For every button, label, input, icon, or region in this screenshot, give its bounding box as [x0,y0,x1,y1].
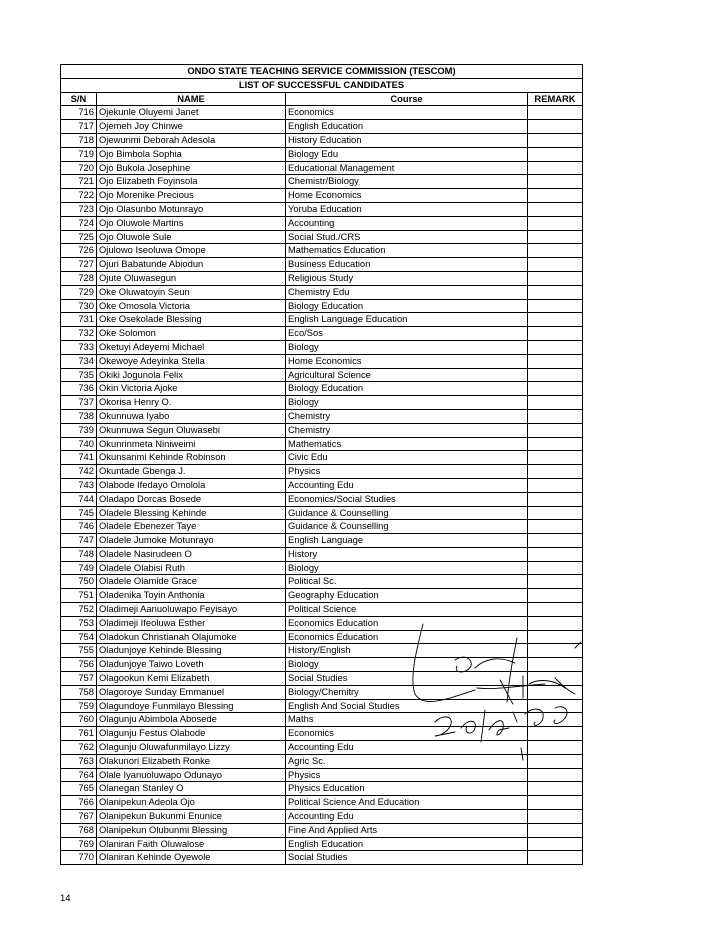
cell-course: Home Economics [286,189,528,203]
cell-name: Okunnuwa Segun Oluwasebi [97,423,286,437]
cell-course: Political Science And Education [286,796,528,810]
cell-course: Economics Education [286,616,528,630]
cell-remark [528,244,583,258]
cell-sn: 751 [61,589,97,603]
cell-name: Ojuri Babatunde Abiodun [97,258,286,272]
cell-sn: 724 [61,216,97,230]
cell-name: Oladenika Toyin Anthonia [97,589,286,603]
cell-remark [528,672,583,686]
cell-name: Oladokun Christianah Olajumoke [97,630,286,644]
cell-remark [528,216,583,230]
cell-remark [528,754,583,768]
cell-course: Social Stud./CRS [286,230,528,244]
table-row [61,589,583,603]
cell-remark [528,796,583,810]
cell-name: Ojemeh Joy Chinwe [97,120,286,134]
cell-sn: 762 [61,741,97,755]
cell-course: English Language Education [286,313,528,327]
cell-remark [528,851,583,865]
cell-name: Oladimeji Ifeoluwa Esther [97,616,286,630]
cell-sn: 758 [61,685,97,699]
cell-remark [528,768,583,782]
table-row [61,120,583,134]
cell-course: Biology [286,561,528,575]
cell-name: Ojewunmi Deborah Adesola [97,133,286,147]
table-row [61,175,583,189]
cell-course: Accounting [286,216,528,230]
table-row [61,823,583,837]
cell-sn: 757 [61,672,97,686]
cell-name: Okunnuwa Iyabo [97,409,286,423]
cell-course: Social Studies [286,851,528,865]
cell-remark [528,340,583,354]
cell-sn: 747 [61,534,97,548]
cell-name: Olanipekun Adeola Ojo [97,796,286,810]
table-row [61,547,583,561]
cell-course: Maths [286,713,528,727]
cell-sn: 737 [61,396,97,410]
cell-remark [528,823,583,837]
table-row [61,520,583,534]
cell-course: Economics [286,106,528,120]
cell-course: Biology Education [286,299,528,313]
cell-remark [528,423,583,437]
cell-name: Olale Iyanuoluwapo Odunayo [97,768,286,782]
cell-sn: 735 [61,368,97,382]
table-row [61,699,583,713]
table-row [61,327,583,341]
cell-name: Olagoroye Sunday Emmanuel [97,685,286,699]
table-row [61,672,583,686]
table-row [61,423,583,437]
cell-course: Biology [286,340,528,354]
table-row [61,478,583,492]
cell-remark [528,271,583,285]
table-row [61,368,583,382]
table-row [61,382,583,396]
table-row [61,299,583,313]
cell-name: Okorisa Henry O. [97,396,286,410]
table-row [61,147,583,161]
column-header-remark: REMARK [528,92,583,106]
cell-remark [528,547,583,561]
cell-course: Mathematics [286,437,528,451]
column-header-course: Course [286,92,528,106]
cell-remark [528,603,583,617]
cell-name: Ojo Olasunbo Motunrayo [97,202,286,216]
cell-course: Biology/Chemitry [286,685,528,699]
cell-course: Physics [286,768,528,782]
cell-course: Chemistr/Biology [286,175,528,189]
table-row [61,603,583,617]
table-row [61,161,583,175]
cell-course: History [286,547,528,561]
cell-remark [528,465,583,479]
cell-course: Agricultural Science [286,368,528,382]
table-row [61,354,583,368]
cell-sn: 717 [61,120,97,134]
table-row [61,409,583,423]
cell-name: Olagunju Festus Olabode [97,727,286,741]
cell-remark [528,175,583,189]
cell-sn: 755 [61,644,97,658]
cell-course: History Education [286,133,528,147]
cell-sn: 764 [61,768,97,782]
cell-name: Ojekunle Oluyemi Janet [97,106,286,120]
cell-name: Oladele Olabisi Ruth [97,561,286,575]
cell-course: English Education [286,837,528,851]
cell-name: Olanegan Stanley O [97,782,286,796]
cell-sn: 763 [61,754,97,768]
cell-name: Olagunju Abimbola Abosede [97,713,286,727]
cell-name: Ojo Bukola Josephine [97,161,286,175]
cell-name: Olagookun Kemi Elizabeth [97,672,286,686]
cell-name: Ojo Bimbola Sophia [97,147,286,161]
cell-remark [528,382,583,396]
cell-name: Oke Omosola Victoria [97,299,286,313]
cell-course: Physics Education [286,782,528,796]
cell-course: Accounting Edu [286,741,528,755]
cell-name: Oladunjoye Taiwo Loveth [97,658,286,672]
table-row [61,768,583,782]
cell-course: Business Education [286,258,528,272]
cell-name: Oke Osekolade Blessing [97,313,286,327]
table-row [61,230,583,244]
cell-remark [528,520,583,534]
cell-remark [528,685,583,699]
cell-course: English Education [286,120,528,134]
cell-sn: 746 [61,520,97,534]
cell-course: History/English [286,644,528,658]
table-row [61,782,583,796]
cell-remark [528,161,583,175]
cell-course: Social Studies [286,672,528,686]
cell-course: Fine And Applied Arts [286,823,528,837]
cell-remark [528,575,583,589]
cell-sn: 720 [61,161,97,175]
cell-name: Oladele Blessing Kehinde [97,506,286,520]
cell-remark [528,810,583,824]
cell-sn: 742 [61,465,97,479]
table-row [61,534,583,548]
cell-name: Ojo Oluwole Martins [97,216,286,230]
cell-name: Oketuyi Adeyemi Michael [97,340,286,354]
table-row [61,202,583,216]
cell-remark [528,202,583,216]
cell-remark [528,230,583,244]
cell-name: Olagunju Oluwafunmilayo Lizzy [97,741,286,755]
cell-course: Guidance & Counselling [286,520,528,534]
cell-course: Political Science [286,603,528,617]
cell-name: Ojulowo Iseoluwa Omope [97,244,286,258]
cell-remark [528,147,583,161]
cell-course: Biology [286,396,528,410]
cell-sn: 716 [61,106,97,120]
cell-sn: 727 [61,258,97,272]
cell-name: Okin Victoria Ajoke [97,382,286,396]
cell-course: Economics [286,727,528,741]
cell-sn: 768 [61,823,97,837]
cell-course: Biology Edu [286,147,528,161]
table-row [61,658,583,672]
table-row [61,285,583,299]
cell-course: Chemistry [286,409,528,423]
cell-name: Olagundoye Funmilayo Blessing [97,699,286,713]
column-header-sn: S/N [61,92,97,106]
cell-sn: 730 [61,299,97,313]
cell-remark [528,437,583,451]
cell-name: Olakunori Elizabeth Ronke [97,754,286,768]
cell-remark [528,713,583,727]
cell-remark [528,741,583,755]
cell-sn: 759 [61,699,97,713]
cell-sn: 722 [61,189,97,203]
cell-name: Olanipekun Olubunmi Blessing [97,823,286,837]
table-row [61,561,583,575]
cell-course: Geography Education [286,589,528,603]
cell-sn: 736 [61,382,97,396]
cell-course: Home Economics [286,354,528,368]
cell-course: Eco/Sos [286,327,528,341]
cell-remark [528,534,583,548]
cell-sn: 750 [61,575,97,589]
cell-sn: 743 [61,478,97,492]
table-row [61,754,583,768]
table-row [61,271,583,285]
cell-remark [528,133,583,147]
cell-remark [528,299,583,313]
cell-name: Okewoye Adeyinka Stella [97,354,286,368]
cell-remark [528,630,583,644]
cell-sn: 761 [61,727,97,741]
table-row [61,492,583,506]
cell-sn: 732 [61,327,97,341]
cell-remark [528,727,583,741]
cell-course: English And Social Studies [286,699,528,713]
cell-sn: 765 [61,782,97,796]
table-row [61,713,583,727]
cell-course: Religious Study [286,271,528,285]
cell-course: English Language [286,534,528,548]
cell-course: Physics [286,465,528,479]
cell-sn: 753 [61,616,97,630]
cell-remark [528,258,583,272]
cell-sn: 734 [61,354,97,368]
table-row [61,106,583,120]
candidates-table [60,64,583,865]
cell-name: Ojute Oluwasegun [97,271,286,285]
cell-remark [528,837,583,851]
cell-course: Economics/Social Studies [286,492,528,506]
cell-remark [528,782,583,796]
cell-name: Okiki Jogunola Felix [97,368,286,382]
cell-sn: 729 [61,285,97,299]
cell-remark [528,478,583,492]
cell-remark [528,106,583,120]
cell-name: Oladele Olamide Grace [97,575,286,589]
cell-name: Ojo Morenike Precious [97,189,286,203]
cell-sn: 756 [61,658,97,672]
document-title: ONDO STATE TEACHING SERVICE COMMISSION (TESCOM) [61,65,583,79]
cell-course: Biology Education [286,382,528,396]
cell-remark [528,189,583,203]
cell-course: Chemistry Edu [286,285,528,299]
table-row [61,258,583,272]
table-row [61,465,583,479]
cell-sn: 748 [61,547,97,561]
page-number: 14 [60,893,71,904]
cell-name: Oladunjoye Kehinde Blessing [97,644,286,658]
cell-course: Civic Edu [286,451,528,465]
table-row [61,644,583,658]
cell-name: Ojo Elizabeth Foyinsola [97,175,286,189]
cell-sn: 744 [61,492,97,506]
cell-course: Chemistry [286,423,528,437]
cell-course: Accounting Edu [286,810,528,824]
cell-name: Oladele Ebenezer Taye [97,520,286,534]
cell-remark [528,285,583,299]
cell-sn: 752 [61,603,97,617]
table-row [61,244,583,258]
cell-sn: 728 [61,271,97,285]
cell-name: Oke Oluwatoyin Seun [97,285,286,299]
cell-sn: 721 [61,175,97,189]
cell-remark [528,396,583,410]
cell-course: Accounting Edu [286,478,528,492]
table-row [61,741,583,755]
cell-name: Okunrinmeta Niniweimi [97,437,286,451]
document-subtitle: LIST OF SUCCESSFUL CANDIDATES [61,78,583,92]
cell-sn: 718 [61,133,97,147]
cell-sn: 745 [61,506,97,520]
cell-sn: 760 [61,713,97,727]
column-header-name: NAME [97,92,286,106]
table-row [61,340,583,354]
cell-course: Educational Management [286,161,528,175]
cell-name: Oladapo Dorcas Bosede [97,492,286,506]
cell-sn: 770 [61,851,97,865]
table-row [61,810,583,824]
cell-name: Ojo Oluwole Sule [97,230,286,244]
cell-remark [528,327,583,341]
cell-remark [528,451,583,465]
table-row [61,616,583,630]
candidates-sheet [60,64,582,865]
cell-remark [528,561,583,575]
cell-sn: 749 [61,561,97,575]
cell-remark [528,492,583,506]
cell-sn: 740 [61,437,97,451]
cell-sn: 754 [61,630,97,644]
cell-remark [528,616,583,630]
table-row [61,437,583,451]
cell-sn: 719 [61,147,97,161]
cell-name: Oke Solomon [97,327,286,341]
table-row [61,396,583,410]
table-row [61,685,583,699]
table-row [61,851,583,865]
cell-name: Oladele Nasirudeen O [97,547,286,561]
cell-sn: 741 [61,451,97,465]
cell-remark [528,409,583,423]
cell-name: Olaniran Kehinde Oyewole [97,851,286,865]
table-row [61,189,583,203]
cell-course: Agric Sc. [286,754,528,768]
cell-sn: 739 [61,423,97,437]
cell-remark [528,120,583,134]
cell-remark [528,313,583,327]
cell-sn: 731 [61,313,97,327]
cell-remark [528,354,583,368]
table-row [61,506,583,520]
cell-sn: 733 [61,340,97,354]
table-row [61,133,583,147]
cell-name: Olanipekun Bukunmi Enunice [97,810,286,824]
cell-name: Olabode Ifedayo Omolola [97,478,286,492]
cell-remark [528,506,583,520]
table-row [61,216,583,230]
table-body [61,106,583,865]
cell-remark [528,644,583,658]
table-row [61,313,583,327]
cell-name: Oladele Jumoke Motunrayo [97,534,286,548]
cell-remark [528,699,583,713]
cell-remark [528,368,583,382]
cell-sn: 723 [61,202,97,216]
cell-name: Okuntade Gbenga J. [97,465,286,479]
cell-sn: 769 [61,837,97,851]
table-row [61,837,583,851]
cell-sn: 726 [61,244,97,258]
cell-course: Mathematics Education [286,244,528,258]
cell-course: Economics Education [286,630,528,644]
cell-course: Yoruba Education [286,202,528,216]
table-row [61,796,583,810]
table-row [61,630,583,644]
cell-sn: 766 [61,796,97,810]
cell-sn: 725 [61,230,97,244]
cell-sn: 738 [61,409,97,423]
cell-course: Biology [286,658,528,672]
table-row [61,451,583,465]
cell-name: Okunsanmi Kehinde Robinson [97,451,286,465]
cell-remark [528,589,583,603]
table-row [61,575,583,589]
cell-sn: 767 [61,810,97,824]
table-row [61,727,583,741]
cell-name: Olaniran Faith Oluwalose [97,837,286,851]
cell-name: Oladimeji Aanuoluwapo Feyisayo [97,603,286,617]
cell-course: Guidance & Counselling [286,506,528,520]
cell-course: Political Sc. [286,575,528,589]
cell-remark [528,658,583,672]
